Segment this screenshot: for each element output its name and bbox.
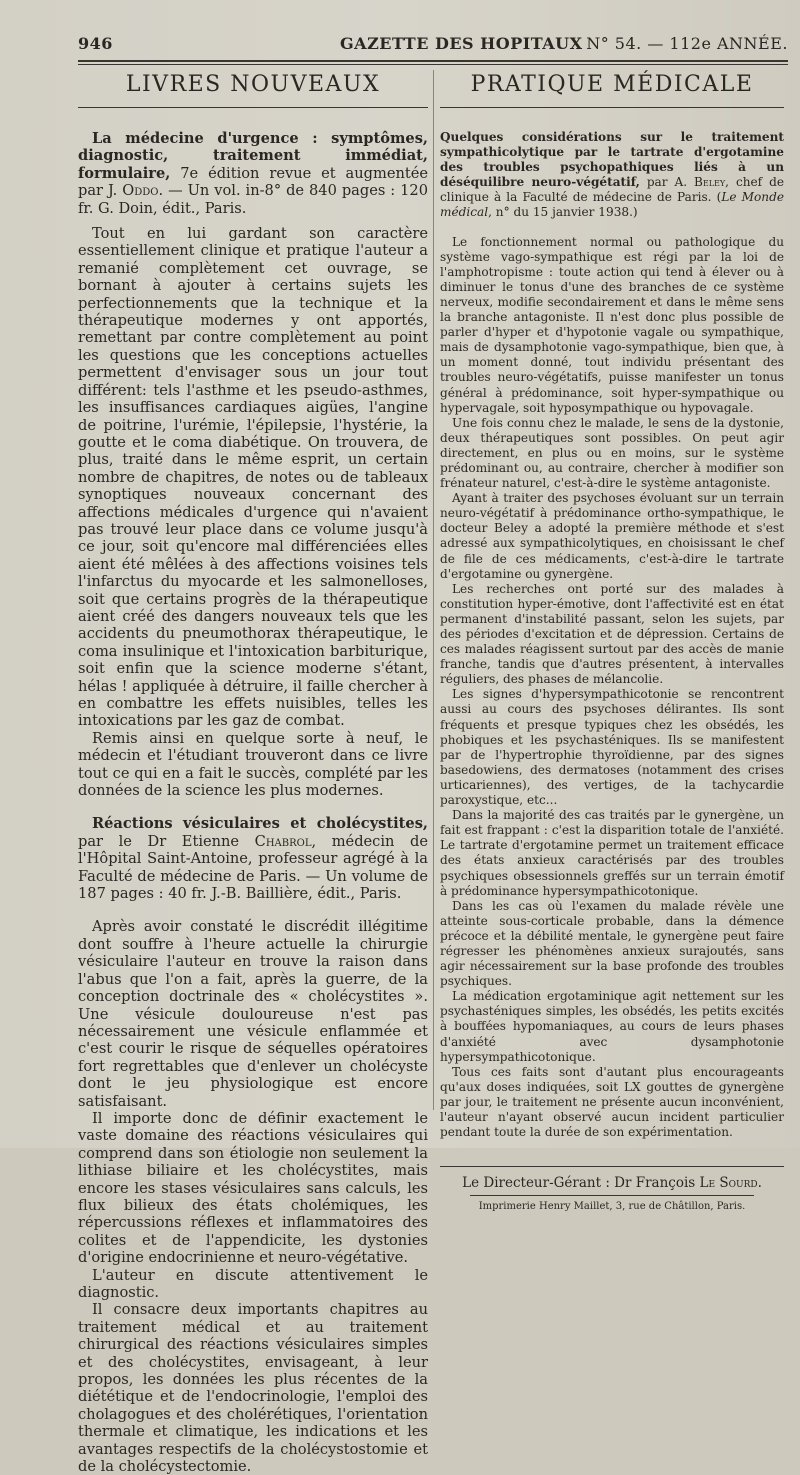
book-review-2: [78, 815, 428, 1475]
article-paragraph: Dans la majorité des cas traités par le gynergène, un fait est frappant : c'est la disparition totale de l'anxiété. Le tartrate d'ergotamine permet un traitement efficace des états anxieux caractérisés par des troubles psychiques obsessionnels greffés sur un terrain émotif à prédominance hypersympathicotonique.: [440, 808, 784, 898]
book-2-citation: [78, 815, 428, 902]
book-2-author: Chabrol: [254, 832, 312, 850]
book-1-citation: [78, 130, 428, 217]
book-2-paragraph: Après avoir constaté le discrédit illégitime dont souffre à l'heure actuelle la chirurgie vésiculaire l'auteur en trouve la raison dans l'abus que l'on a fait, après la guerre, de la conception doctrinale des « cholécystites ». Une vésicule douloureuse n'est pas nécessairement une vésicule enflammée et c'est courir le risque de séquelles opératoires fort regrettables que d'enlever un cholécyste dont le jeu physiologique est encore satisfaisant.: [78, 918, 428, 1110]
page-number: 946: [78, 34, 113, 53]
article-header: [440, 130, 784, 221]
signature-name: Le Sourd: [699, 1175, 758, 1192]
signature-end: .: [757, 1175, 762, 1192]
book-2-details: , médecin de l'Hôpital Saint-Antoine, professeur agrégé à la Faculté de médecine de Paris. — Un volume de 187 pages : 40 fr. J.-B. Baillière, édit., Paris.: [78, 832, 428, 903]
article-paragraph: Dans les cas où l'examen du malade révèle une atteinte sous-corticale probable, dans la démence précoce et la débilité mentale, le gynergène peut faire régresser les phénomènes anxieux surajoutés, sans agir nécessairement sur la base profonde des troubles psychiques.: [440, 898, 784, 989]
article-source-end: , n° du 15 janvier 1938.): [488, 205, 638, 220]
book-2-paragraph: Il importe donc de définir exactement le vaste domaine des réactions vésiculaires qui comprend dans son étiologie non seulement la lithiase biliaire et les cholécystites, mais encore les stases vésiculaires sans calculs, les flux bilieux des états cholémiques, les répercussions réflexes et inflammatoires des colites et de l'appendicite, les dystonies d'origine endocrinienne et neuro-végétative.: [78, 1109, 428, 1267]
footer-rule-thin: [470, 1195, 754, 1196]
journal-title: GAZETTE DES HOPITAUX: [340, 34, 583, 53]
header-rule: [78, 60, 788, 62]
right-column: [440, 70, 784, 1212]
director-signature: [440, 1175, 784, 1191]
article-paragraph: Le fonctionnement normal ou pathologique du système vago-sympathique est régi par la loi de l'amphotropisme : toute action qui tend à élever ou à diminuer le tonus d'une des branches de ce système nerveux, modifie secondairement et dans le même sens la branche antagoniste. Il n'est donc plus possible de parler d'hyper et d'hypotonie vagale ou sympathique, mais de dysamphotonie vago-sympathique, bien que, à un moment donné, tout individu présentant des troubles neuro-végétatifs, puisse manifester un tonus général à prédominance, soit hyper-sympathique ou hypervagale, soit hyposympathique ou hypovagale.: [440, 234, 784, 415]
article-affiliation: , chef de clinique à la Faculté de médecine de Paris. (: [440, 175, 784, 205]
issue-number: N° 54. — 112e ANNÉE.: [586, 34, 788, 53]
article-body: [440, 235, 784, 1141]
footer-rule: [440, 1166, 784, 1167]
article-author: Beley: [694, 175, 726, 190]
book-2-by: par le Dr Etienne: [78, 832, 255, 850]
page-header: [78, 28, 788, 62]
book-1-paragraph: Tout en lui gardant son caractère essentiellement clinique et pratique l'auteur a remanié complètement cet ouvrage, se bornant à ajouter à certains sujets les perfectionnements que la technique et la thérapeutique modernes y ont apportés, remettant par contre complètement au point les questions que les conceptions actuelles permettent d'envisager sous un jour tout différent: tels l'asthme et les pseudo-asthmes, les insuffisances cardiaques aigües, l'angine de poitrine, l'urémie, l'épilepsie, l'hystérie, la goutte et le coma diabétique. On trouvera, de plus, traité dans le même esprit, un certain nombre de chapitres, de notes ou de tableaux synoptiques nouveaux concernant des affections médicales d'urgence qui n'avaient pas trouvé leur place dans ce volume jusqu'à ce jour, soit qu'encore mal différenciées elles aient été mêlées à des affections voisines tels l'infarctus du myocarde et les salmonelloses, soit que certains progrès de la thérapeutique aient créé des dangers nouveaux tels que les accidents du pneumothorax thérapeutique, le coma insulinique et l'intoxication barbiturique, soit enfin que la science moderne s'étant, hélas ! appliquée à détruire, il faille chercher à en combattre les effets nuisibles, telles les intoxications par les gaz de combat.: [78, 225, 428, 730]
article-by: par A.: [639, 175, 694, 190]
article-paragraph: Ayant à traiter des psychoses évoluant sur un terrain neuro-végétatif à prédominance ortho-sympathique, le docteur Beley a adopté la première méthode et s'est adressé aux sympathicolytiques, en choisissant le chef de file de ces médicaments, c'est-à-dire le tartrate d'ergotamine ou gynergène.: [440, 491, 784, 581]
printer-line: Imprimerie Henry Maillet, 3, rue de Châtillon, Paris.: [478, 1201, 746, 1213]
header-rule-thin: [78, 64, 788, 65]
article-paragraph: Les signes d'hypersympathicotonie se rencontrent aussi au cours des psychoses délirantes. Ils sont fréquents et presque typiques chez les obsédés, les phobiques et les psychasténiques. Ils se manifestent par de l'hypertrophie thyroïdienne, par des signes basedowiens, des dermatoses (notamment des crises urticariennes), des vertiges, de la tachycardie paroxystique, etc...: [440, 687, 784, 808]
book-2-paragraph: Il consacre deux importants chapitres au traitement médical et au traitement chirurgical des réactions vésiculaires simples et des cholécystites, envisageant, à leur propos, les données les plus récentes de la diététique et de l'endocrinologie, l'emploi des cholagogues et des cholérétiques, l'orientation thermale et climatique, les indications et les avantages respectifs de la cholécystostomie et de la cholécystectomie.: [78, 1301, 428, 1475]
book-1-title: La médecine d'urgence : symptômes, diagnostic, traitement immédiat, formulaire,: [78, 130, 428, 182]
article-paragraph: Tous ces faits sont d'autant plus encourageants qu'aux doses indiquées, soit LX gouttes de gynergène par jour, le traitement ne présente aucun inconvénient, l'auteur n'ayant observé aucun incident particulier pendant toute la durée de son expérimentation.: [440, 1064, 784, 1140]
article-title: Quelques considérations sur le traitement sympathicolytique par le tartrate d'ergotamine des troubles psychopathiques liés à un déséquilibre neuro-végétatif,: [440, 130, 784, 190]
column-divider: [433, 70, 434, 1110]
article-paragraph: Les recherches ont porté sur des malades à constitution hyper-émotive, dont l'affectivité est en état permanent d'instabilité passant, selon les sujets, par des périodes d'excitation et de dépression. Certains de ces malades réagissent surtout par des accès de manie franche, tandis que d'autres présentent, à intervalles réguliers, des phases de mélancolie.: [440, 581, 784, 687]
book-1-author: Oddo: [122, 182, 159, 200]
book-review-1: [78, 130, 428, 799]
section-title-livres: LIVRES NOUVEAUX: [78, 70, 428, 108]
article-paragraph: Une fois connu chez le malade, le sens de la dystonie, deux thérapeutiques sont possibles. On peut agir directement, en plus ou en moins, sur le système prédominant ou, au contraire, chercher à modifier son frénateur naturel, c'est-à-dire le système antagoniste.: [440, 415, 784, 491]
article-source: Le Monde médical: [440, 190, 784, 220]
section-title-pratique: PRATIQUE MÉDICALE: [440, 70, 784, 108]
book-1-details: . — Un vol. in-8° de 840 pages : 120 fr. G. Doin, édit., Paris.: [78, 182, 428, 217]
article-citation: [440, 130, 784, 221]
signature-prefix: Le Directeur-Gérant : Dr François: [462, 1175, 700, 1192]
book-2-title: Réactions vésiculaires et cholécystites,: [92, 815, 428, 833]
book-1-edition: 7e édition revue et augmentée par J.: [78, 164, 428, 200]
book-2-paragraph: L'auteur en discute attentivement le diagnostic.: [78, 1266, 428, 1301]
left-column: [78, 70, 428, 1475]
article-paragraph: La médication ergotaminique agit nettement sur les psychasténiques simples, les obsédés, les petits excités à bouffées hypomaniaques, au cours de leurs phases d'anxiété avec dysamphotonie hypersympathicotonique.: [440, 989, 784, 1064]
book-1-paragraph: Remis ainsi en quelque sorte à neuf, le médecin et l'étudiant trouveront dans ce livre tout ce qui en a fait le succès, complété par les données de la science les plus modernes.: [78, 729, 428, 800]
